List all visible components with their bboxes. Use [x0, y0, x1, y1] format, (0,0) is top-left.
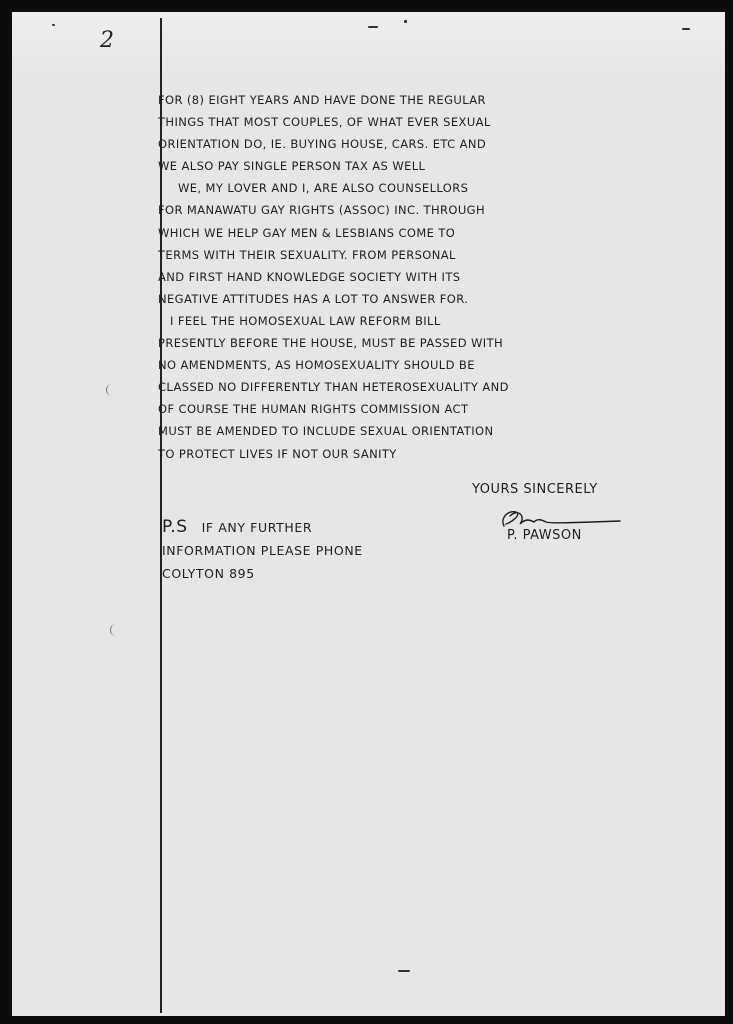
punch-hole-mark [106, 384, 117, 396]
letter-line: I FEEL THE HOMOSEXUAL LAW REFORM BILL [170, 313, 441, 328]
letter-line: MUST BE AMENDED TO INCLUDE SEXUAL ORIENTATION [158, 424, 494, 439]
punch-hole-mark [110, 624, 121, 636]
page-number: 2 [100, 28, 114, 53]
paper-speck [404, 20, 407, 23]
letter-line: NO AMENDMENTS, AS HOMOSEXUALITY SHOULD BE [158, 358, 475, 373]
ps-label: P.S [162, 517, 188, 537]
ps-line: IF ANY FURTHER [201, 520, 313, 535]
letter-line: TERMS WITH THEIR SEXUALITY. FROM PERSONAL [158, 247, 456, 262]
letter-line: WE ALSO PAY SINGLE PERSON TAX AS WELL [158, 159, 426, 174]
ps-line: COLYTON 895 [162, 566, 255, 581]
letter-line: THINGS THAT MOST COUPLES, OF WHAT EVER SEXUAL [158, 115, 491, 130]
letter-line: FOR (8) EIGHT YEARS AND HAVE DONE THE REGULAR [158, 93, 486, 107]
letter-line: WHICH WE HELP GAY MEN & LESBIANS COME TO [158, 225, 456, 240]
letter-line: OF COURSE THE HUMAN RIGHTS COMMISSION ACT [158, 402, 469, 417]
paper-speck [368, 26, 378, 28]
signature-name: P. PAWSON [507, 528, 582, 543]
letter-line: WE, MY LOVER AND I, ARE ALSO COUNSELLORS [178, 181, 469, 196]
paper-speck [682, 28, 690, 30]
letter-body [158, 89, 688, 465]
ps-line: INFORMATION PLEASE PHONE [162, 543, 363, 558]
letter-page [12, 12, 725, 1016]
letter-line: ORIENTATION DO, IE. BUYING HOUSE, CARS. ETC AND [158, 137, 487, 152]
paper-speck [398, 970, 410, 972]
postscript [162, 516, 363, 585]
letter-line: AND FIRST HAND KNOWLEDGE SOCIETY WITH ITS [158, 269, 461, 284]
letter-line: PRESENTLY BEFORE THE HOUSE, MUST BE PASSED WITH [158, 336, 504, 351]
letter-line: CLASSED NO DIFFERENTLY THAN HETEROSEXUALITY AND [158, 380, 509, 395]
letter-line: FOR MANAWATU GAY RIGHTS (ASSOC) INC. THROUGH [158, 203, 486, 218]
paper-fold-shadow [12, 12, 725, 82]
letter-line: NEGATIVE ATTITUDES HAS A LOT TO ANSWER FOR. [158, 291, 469, 306]
letter-line: TO PROTECT LIVES IF NOT OUR SANITY [158, 446, 397, 461]
closing-salutation: YOURS SINCERELY [472, 482, 598, 497]
paper-speck [52, 24, 55, 26]
